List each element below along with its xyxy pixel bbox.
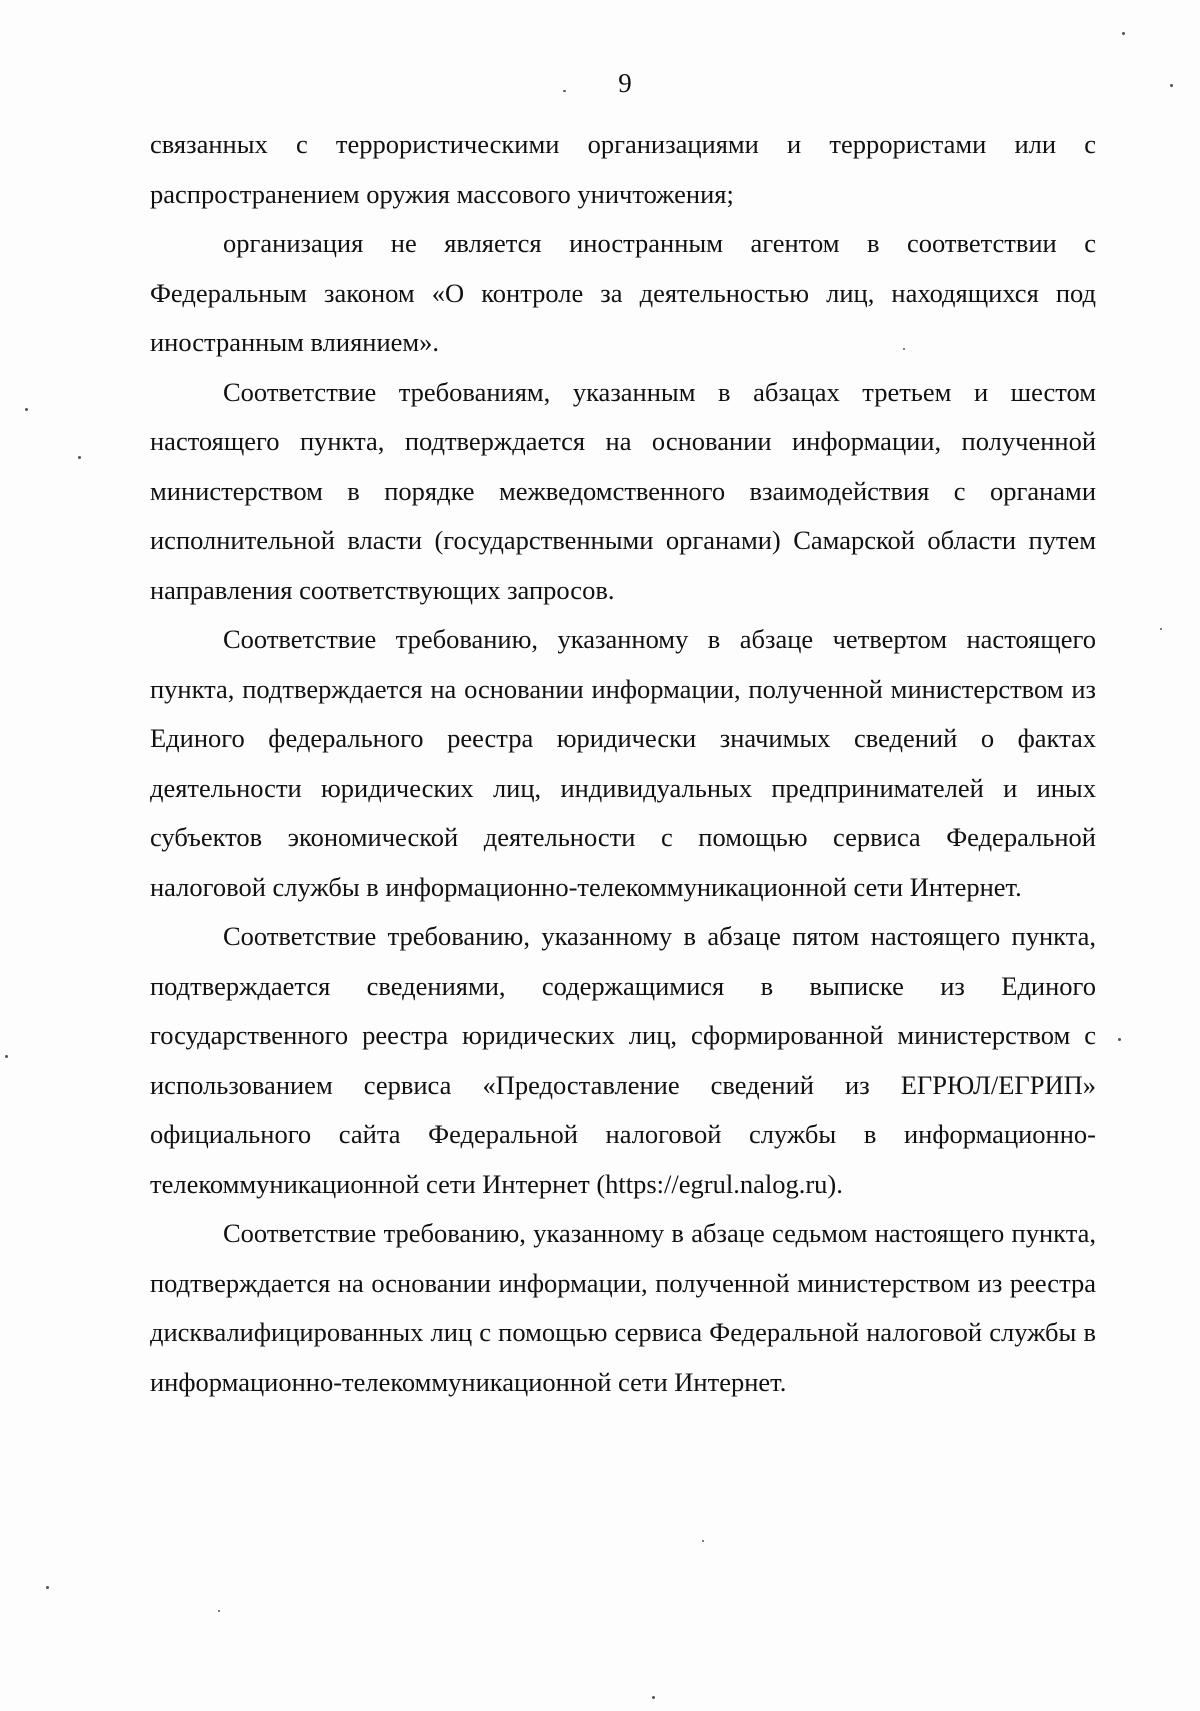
scan-speck bbox=[903, 348, 905, 350]
document-body bbox=[150, 120, 1096, 1407]
scan-speck bbox=[1160, 628, 1162, 630]
scan-speck bbox=[652, 1696, 655, 1699]
page-number: 9 bbox=[618, 68, 632, 98]
paragraph-1: связанных с террористическими организациями и террористами или с распространением оружия массового уничтожения; bbox=[150, 129, 1096, 209]
paragraph-2: организация не является иностранным агентом в соответствии с Федеральным законом «О контроле за деятельностью лиц, находящихся под иностранным влиянием». bbox=[150, 228, 1096, 357]
paragraph-4: Соответствие требованию, указанному в абзаце четвертом настоящего пункта, подтверждается на основании информации, полученной министерством из Единого федерального реестра юридически значимых сведений о фактах деятельности юридических лиц, индивидуальных предпринимателей и иных субъектов экономической деятельности с помощью сервиса Федеральной налоговой службы в информационно-телекоммуникационной сети Интернет. bbox=[150, 624, 1096, 902]
scan-speck bbox=[563, 90, 566, 92]
scan-speck bbox=[1122, 32, 1125, 35]
scan-speck bbox=[78, 456, 81, 459]
scan-speck bbox=[1118, 1038, 1121, 1041]
paragraph-3: Соответствие требованиям, указанным в абзацах третьем и шестом настоящего пункта, подтверждается на основании информации, полученной министерством в порядке межведомственного взаимодействия с органами исполнительной власти (государственными органами) Самарской области путем направления соответствующих запросов. bbox=[150, 376, 1096, 605]
scan-speck bbox=[218, 1610, 220, 1612]
scan-speck bbox=[1170, 84, 1173, 87]
paragraph-5: Соответствие требованию, указанному в абзаце пятом настоящего пункта, подтверждается сведениями, содержащимися в выписке из Единого государственного реестра юридических лиц, сформированной министерством с использованием сервиса «Предоставление сведений из ЕГРЮЛ/ЕГРИП» официального сайта Федеральной налоговой службы в информационно-телекоммуникационной сети Интернет (https://egrul.nalog.ru). bbox=[150, 921, 1096, 1199]
scan-speck bbox=[702, 1540, 704, 1542]
paragraph-6: Соответствие требованию, указанному в абзаце седьмом настоящего пункта, подтверждается на основании информации, полученной министерством из реестра дисквалифицированных лиц с помощью сервиса Федеральной налоговой службы в информационно-телекоммуникационной сети Интернет. bbox=[150, 1218, 1096, 1397]
scan-speck bbox=[25, 408, 28, 411]
scan-speck bbox=[5, 1055, 8, 1058]
scan-speck bbox=[46, 1586, 49, 1589]
